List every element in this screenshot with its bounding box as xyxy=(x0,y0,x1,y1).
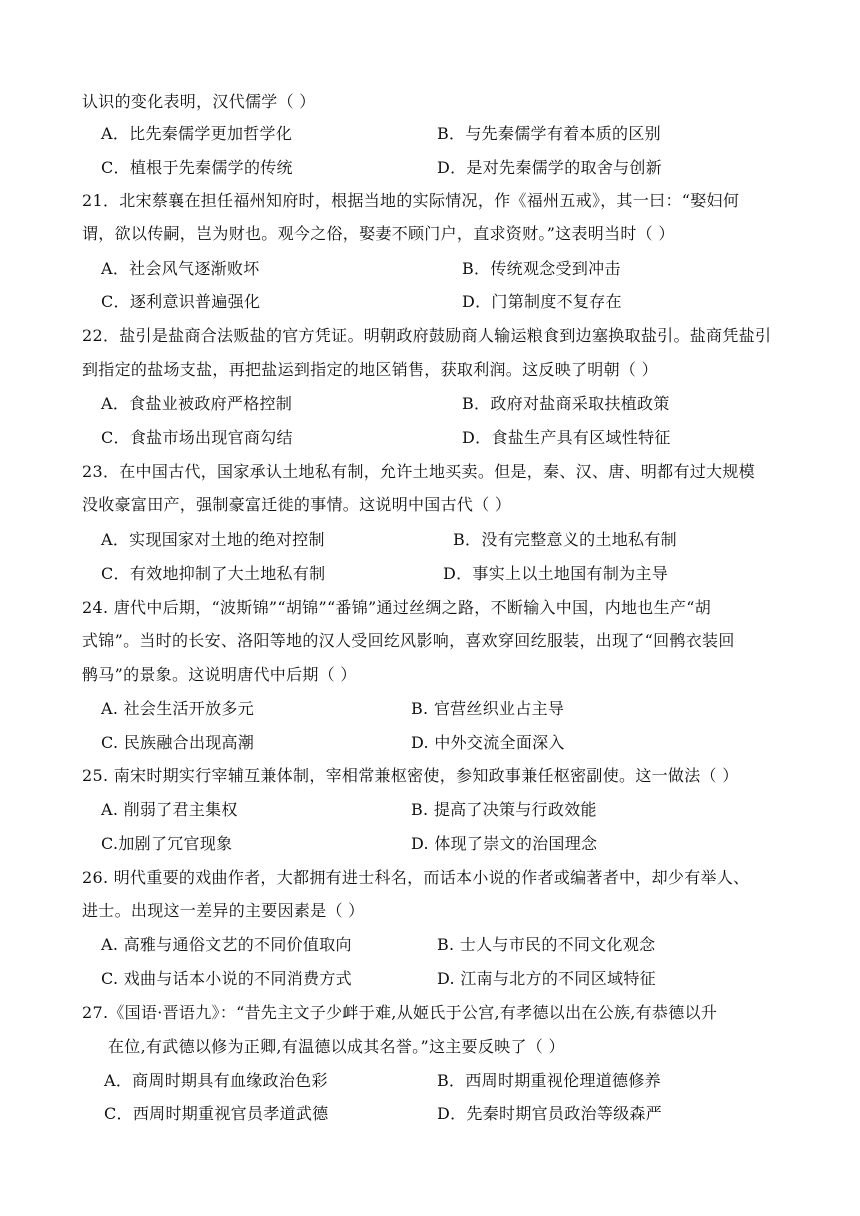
q25-option-a[interactable]: A. 削弱了君主集权 xyxy=(101,800,238,819)
q24-option-a[interactable]: A. 社会生活开放多元 xyxy=(101,699,255,718)
q21-option-c[interactable]: C．逐利意识普遍强化 xyxy=(101,292,261,311)
q26-stem-line-1: 26. 明代重要的戏曲作者，大都拥有进士科名，而话本小说的作者或编著者中，却少有举人、 xyxy=(82,868,750,887)
q27-option-b[interactable]: B．西周时期重视伦理道德修养 xyxy=(437,1071,661,1090)
q27-option-c[interactable]: C．西周时期重视官员孝道武德 xyxy=(104,1104,329,1123)
q24-option-d[interactable]: D. 中外交流全面深入 xyxy=(411,733,565,752)
q20-stem-tail: 认识的变化表明，汉代儒学（ ） xyxy=(82,92,316,111)
q21-stem-line-2: 谓，欲以传嗣，岂为财也。观今之俗，娶妻不顾门户，直求资财。”这表明当时（ ） xyxy=(82,224,675,243)
q27-option-a[interactable]: A．商周时期具有血缘政治色彩 xyxy=(104,1071,328,1090)
q22-stem-line-1: 22．盐引是盐商合法贩盐的官方凭证。明朝政府鼓励商人输运粮食到边塞换取盐引。盐商凭盐引 xyxy=(82,326,772,345)
q20-option-d[interactable]: D．是对先秦儒学的取舍与创新 xyxy=(437,158,663,177)
q21-option-b[interactable]: B．传统观念受到冲击 xyxy=(462,259,621,278)
q27-stem-line-1: 27.《国语·晋语九》：“昔先主文子少衅于难,从姬氏于公宫,有孝德以出在公族,有恭德以升 xyxy=(82,1003,718,1022)
q25-stem-line-1: 25. 南宋时期实行宰辅互兼体制，宰相常兼枢密使，参知政事兼任枢密副使。这一做法（ ） xyxy=(82,766,739,785)
q25-option-d[interactable]: D. 体现了崇文的治国理念 xyxy=(411,834,598,853)
q26-option-d[interactable]: D. 江南与北方的不同区域特征 xyxy=(437,969,656,988)
q26-option-a[interactable]: A. 高雅与通俗文艺的不同价值取向 xyxy=(101,935,352,954)
q24-option-c[interactable]: C. 民族融合出现高潮 xyxy=(101,733,255,752)
q24-stem-line-2: 式锦”。当时的长安、洛阳等地的汉人受回纥风影响，喜欢穿回纥服装，出现了“回鹘衣装回 xyxy=(82,631,735,650)
q26-option-b[interactable]: B. 士人与市民的不同文化观念 xyxy=(437,935,656,954)
q21-option-a[interactable]: A．社会风气逐渐败坏 xyxy=(101,259,260,278)
q25-option-c[interactable]: C.加剧了冗官现象 xyxy=(101,834,233,853)
q22-option-b[interactable]: B．政府对盐商采取扶植政策 xyxy=(462,394,670,413)
q27-option-d[interactable]: D．先秦时期官员政治等级森严 xyxy=(437,1104,663,1123)
q24-stem-line-3: 鹘马”的景象。这说明唐代中后期（ ） xyxy=(82,665,357,684)
q21-stem-line-1: 21．北宋蔡襄在担任福州知府时，根据当地的实际情况，作《福州五戒》，其一曰：“娶妇何 xyxy=(82,191,740,210)
q24-option-b[interactable]: B. 官营丝织业占主导 xyxy=(411,699,565,718)
q20-option-b[interactable]: B．与先秦儒学有着本质的区别 xyxy=(437,124,661,143)
q23-option-c[interactable]: C．有效地抑制了大土地私有制 xyxy=(101,564,326,583)
q25-option-b[interactable]: B. 提高了决策与行政效能 xyxy=(411,800,597,819)
q23-stem-line-2: 没收豪富田产，强制豪富迁徙的事情。这说明中国古代（ ） xyxy=(82,495,512,514)
q20-option-c[interactable]: C．植根于先秦儒学的传统 xyxy=(101,158,293,177)
q21-option-d[interactable]: D．门第制度不复存在 xyxy=(462,292,622,311)
q23-stem-line-1: 23．在中国古代，国家承认土地私有制，允许土地买卖。但是，秦、汉、唐、明都有过大规模 xyxy=(82,462,755,481)
q26-option-c[interactable]: C. 戏曲与话本小说的不同消费方式 xyxy=(101,969,352,988)
q27-stem-line-2: 在位,有武德以修为正卿,有温德以成其名誉。”这主要反映了（ ） xyxy=(108,1037,565,1056)
q24-stem-line-1: 24. 唐代中后期，“波斯锦”“胡锦”“番锦”通过丝绸之路，不断输入中国，内地也生产“胡 xyxy=(82,598,711,617)
q22-option-d[interactable]: D．食盐生产具有区域性特征 xyxy=(462,428,671,447)
q23-option-a[interactable]: A．实现国家对土地的绝对控制 xyxy=(101,530,325,549)
q22-option-c[interactable]: C．食盐市场出现官商勾结 xyxy=(101,428,293,447)
q22-stem-line-2: 到指定的盐场支盐，再把盐运到指定的地区销售，获取利润。这反映了明朝（ ） xyxy=(82,360,658,379)
q23-option-b[interactable]: B．没有完整意义的土地私有制 xyxy=(453,530,677,549)
q23-option-d[interactable]: D．事实上以土地国有制为主导 xyxy=(443,564,669,583)
q20-option-a[interactable]: A．比先秦儒学更加哲学化 xyxy=(101,124,293,143)
q22-option-a[interactable]: A．食盐业被政府严格控制 xyxy=(101,394,293,413)
q26-stem-line-2: 进士。出现这一差异的主要因素是（ ） xyxy=(82,901,365,920)
